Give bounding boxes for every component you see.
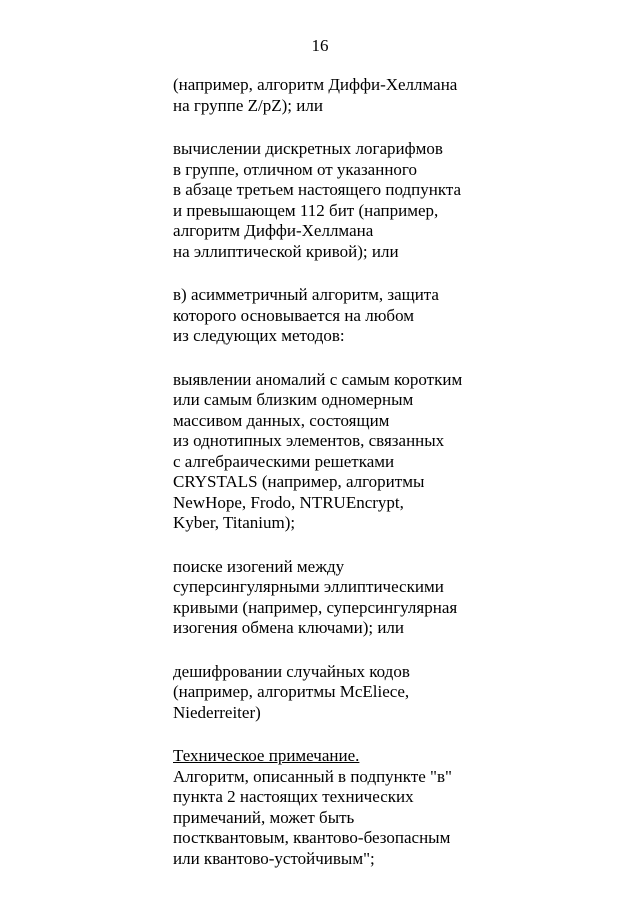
text-line: примечаний, может быть	[173, 807, 355, 827]
text-line: Kyber, Titanium);	[173, 513, 296, 532]
technical-note	[173, 746, 613, 869]
technical-note-title: Техническое примечание.	[173, 746, 360, 765]
text-line: из однотипных элементов, связанных	[173, 431, 445, 450]
text-line: (например, алгоритмы McEliece,	[173, 682, 410, 701]
text-line: пункта 2 настоящих технических	[173, 787, 414, 806]
text-line: изогения обмена ключами); или	[173, 618, 405, 637]
text-line: поиске изогений между	[173, 556, 345, 576]
text-line: (например, алгоритм Диффи-Хеллмана	[173, 75, 458, 94]
text-line: алгоритм Диффи-Хеллмана	[173, 221, 374, 240]
text-line: на группе Z/pZ); или	[173, 95, 323, 115]
document-body	[173, 75, 613, 892]
text-line: или квантово-устойчивым";	[173, 848, 375, 868]
text-line: и превышающем 112 бит (например,	[173, 200, 439, 220]
text-line: на эллиптической кривой); или	[173, 241, 399, 261]
paragraph-isogenies	[173, 557, 613, 639]
text-line: массивом данных, состоящим	[173, 410, 390, 430]
text-line: вычислении дискретных логарифмов	[173, 139, 443, 158]
text-line: которого основывается на любом	[173, 305, 414, 325]
paragraph-discrete-logarithms	[173, 139, 613, 262]
text-line: Niederreiter)	[173, 702, 261, 722]
text-line: из следующих методов:	[173, 326, 345, 345]
text-line: выявлении аномалий с самым коротким	[173, 369, 463, 389]
paragraph-random-codes	[173, 662, 613, 724]
text-line: с алгебраическими решетками	[173, 451, 395, 471]
text-line: в группе, отличном от указанного	[173, 159, 417, 179]
text-line: NewHope, Frodo, NTRUEncrypt,	[173, 492, 404, 512]
text-line: CRYSTALS (например, алгоритмы	[173, 472, 425, 491]
paragraph-lattice-methods	[173, 370, 613, 534]
text-line: дешифровании случайных кодов	[173, 661, 410, 681]
text-line: кривыми (например, суперсингулярная	[173, 597, 458, 617]
paragraph-diffie-hellman-group	[173, 75, 613, 116]
text-line: Алгоритм, описанный в подпункте "в"	[173, 766, 452, 786]
text-line: суперсингулярными эллиптическими	[173, 577, 444, 596]
text-line: или самым близким одномерным	[173, 390, 414, 409]
text-line: в абзаце третьем настоящего подпункта	[173, 180, 462, 199]
paragraph-asymmetric-algorithm	[173, 285, 613, 347]
text-line: постквантовым, квантово-безопасным	[173, 828, 451, 847]
text-line: в) асимметричный алгоритм, защита	[173, 285, 439, 304]
page-number: 16	[311, 36, 329, 55]
